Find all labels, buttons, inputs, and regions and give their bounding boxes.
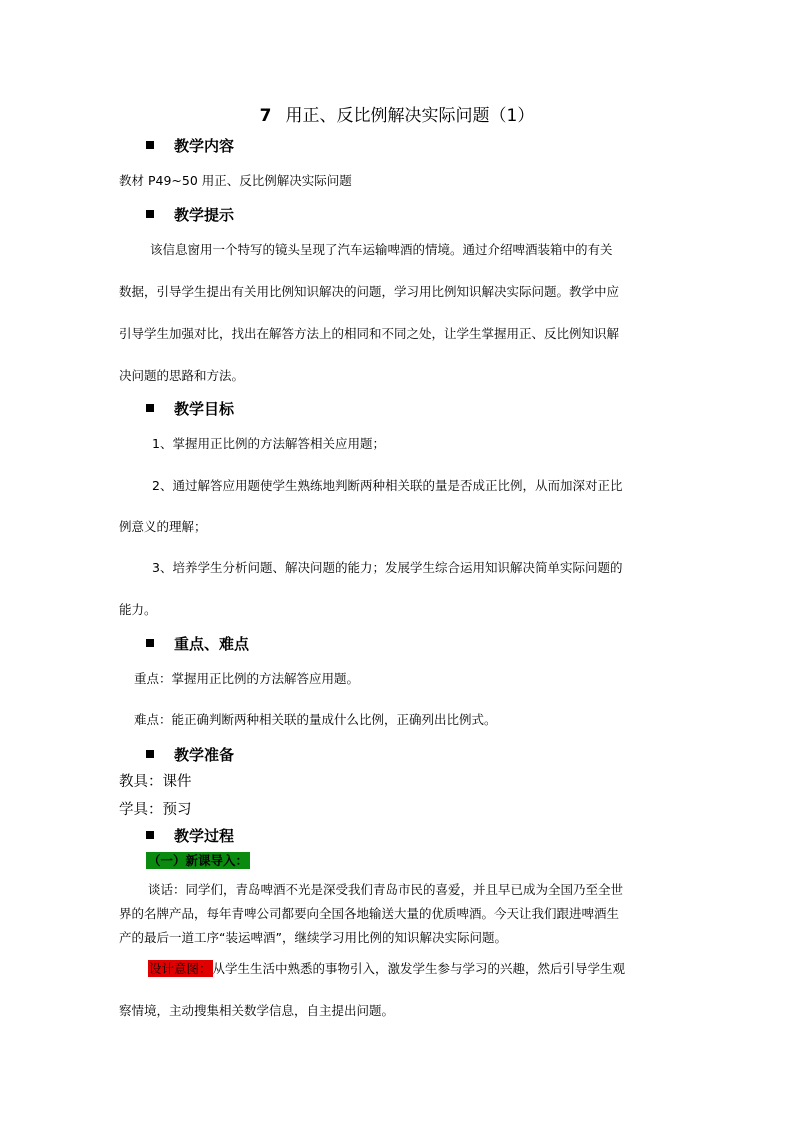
content-line: 教材 P49~50 用正、反比例解决实际问题 [119, 173, 352, 188]
section-heading-label: 教学过程 [174, 827, 235, 845]
section-heading-label: 重点、难点 [174, 635, 250, 653]
design-line-2: 察情境，主动搜集相关数学信息，自主提出问题。 [119, 1003, 395, 1018]
hint-line: 该信息窗用一个特写的镜头呈现了汽车运输啤酒的情境。通过介绍啤酒装箱中的有关 [150, 242, 613, 257]
goal-line: 1、掌握用正比例的方法解答相关应用题； [152, 436, 385, 451]
design-text: 从学生生活中熟悉的事物引入，激发学生参与学习的兴趣，然后引导学生观 [212, 961, 626, 976]
section-heading-label: 教学目标 [174, 400, 235, 418]
talk-line: 谈话：同学们，青岛啤酒不光是深受我们青岛市民的喜爱，并且早已成为全国乃至全世 [148, 882, 624, 897]
title-text: 用正、反比例解决实际问题（1） [285, 106, 535, 126]
goal-line: 例意义的理解； [119, 519, 207, 534]
section-heading-content [146, 135, 234, 156]
prep-line: 教具：课件 [119, 774, 192, 790]
goal-line: 能力。 [119, 602, 157, 617]
section-heading-label: 教学提示 [174, 206, 235, 224]
section-heading-label: 教学内容 [174, 137, 235, 155]
bullet-icon [146, 639, 154, 647]
highlight-intro: （一）新课导入： [148, 853, 249, 868]
page-title [0, 101, 794, 126]
section-heading-process [146, 825, 234, 846]
bullet-icon [146, 831, 154, 839]
key-line: 难点：能正确判断两种相关联的量成什么比例，正确列出比例式。 [134, 712, 497, 727]
hint-line: 数据，引导学生提出有关用比例知识解决的问题，学习用比例知识解决实际问题。教学中应 [119, 284, 620, 299]
highlight-design: 设计意图： [149, 961, 212, 976]
hint-line: 决问题的思路和方法。 [119, 368, 245, 383]
bullet-icon [146, 750, 154, 758]
bullet-icon [146, 210, 154, 218]
prep-line: 学具：预习 [119, 802, 192, 818]
talk-line: 产的最后一道工序“装运啤酒”，继续学习用比例的知识解决实际问题。 [119, 930, 507, 945]
key-line: 重点：掌握用正比例的方法解答应用题。 [134, 671, 360, 686]
design-line [148, 959, 625, 977]
section-heading-hint [146, 204, 234, 225]
section-heading-prep [146, 744, 234, 765]
intro-label [146, 851, 250, 869]
title-number: 7 [259, 106, 272, 126]
section-heading-label: 教学准备 [174, 746, 235, 764]
section-heading-key [146, 633, 249, 654]
bullet-icon [146, 404, 154, 412]
goal-line: 3、培养学生分析问题、解决问题的能力；发展学生综合运用知识解决简单实际问题的 [152, 560, 623, 575]
bullet-icon [146, 141, 154, 149]
goal-line: 2、通过解答应用题使学生熟练地判断两种相关联的量是否成正比例，从而加深对正比 [152, 478, 623, 493]
talk-line: 界的名牌产品，每年青啤公司都要向全国各地输送大量的优质啤酒。今天让我们跟进啤酒生 [119, 906, 620, 921]
section-heading-goals [146, 398, 234, 419]
hint-line: 引导学生加强对比，找出在解答方法上的相同和不同之处，让学生掌握用正、反比例知识解 [119, 326, 620, 341]
